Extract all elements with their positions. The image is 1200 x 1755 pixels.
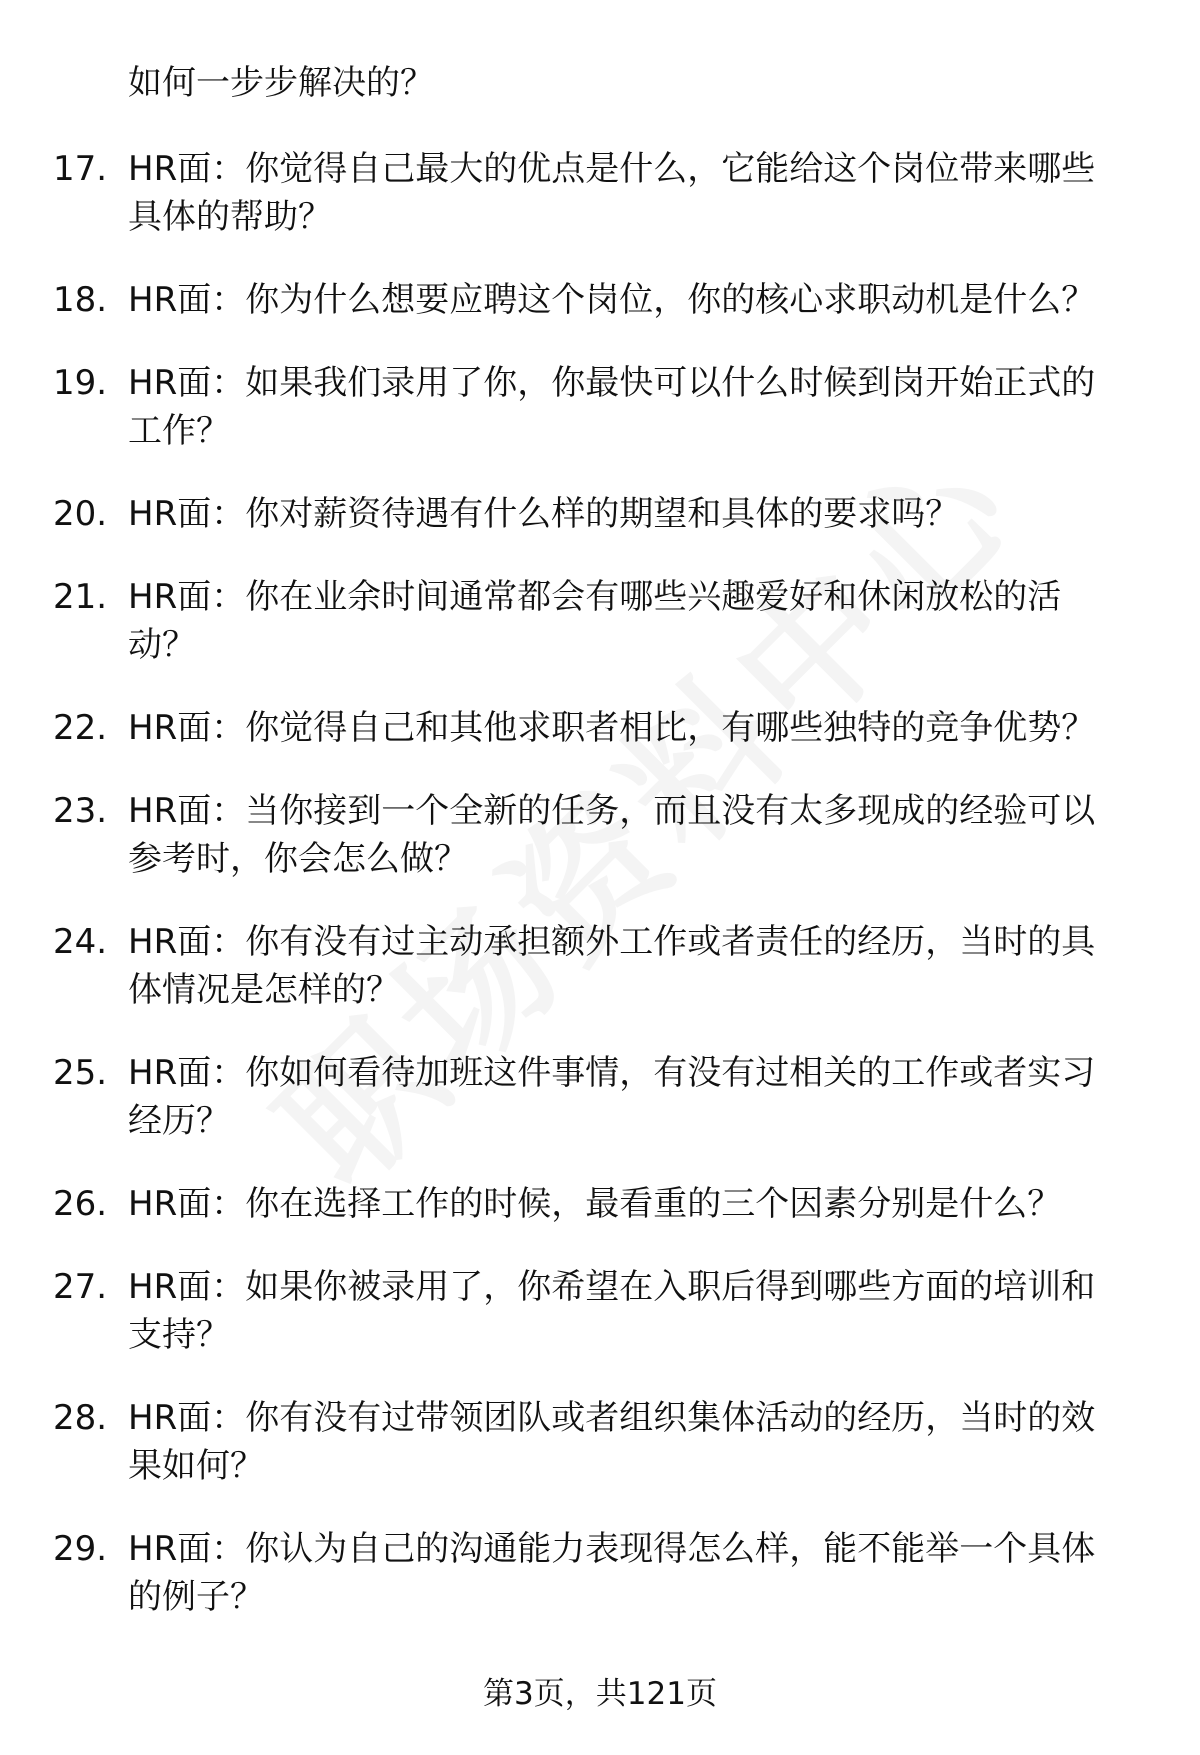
- item-text-line: 动？: [128, 625, 196, 665]
- list-item: [0, 704, 1200, 752]
- list-item: [0, 1180, 1200, 1228]
- list-item: [0, 490, 1200, 538]
- item-text-line: HR面：如果你被录用了，你希望在入职后得到哪些方面的培训和: [128, 1267, 1096, 1307]
- list-item: [0, 359, 1200, 455]
- item-text-line: 具体的帮助？: [128, 197, 332, 237]
- item-text: [128, 1525, 1200, 1621]
- item-number: 28.: [53, 1398, 108, 1438]
- item-text: [128, 145, 1200, 241]
- item-text-line: 经历？: [128, 1101, 230, 1141]
- item-text-line: HR面：你为什么想要应聘这个岗位，你的核心求职动机是什么？: [128, 280, 1096, 320]
- item-number: 26.: [53, 1184, 108, 1224]
- item-text-line: HR面：当你接到一个全新的任务，而且没有太多现成的经验可以: [128, 791, 1096, 831]
- item-text-line: HR面：你有没有过主动承担额外工作或者责任的经历，当时的具: [128, 922, 1096, 962]
- item-text-line: HR面：如果我们录用了你，你最快可以什么时候到岗开始正式的: [128, 363, 1096, 403]
- list-item: [0, 276, 1200, 324]
- item-text: [128, 787, 1200, 883]
- item-text: [128, 704, 1200, 752]
- item-text-line: HR面：你有没有过带领团队或者组织集体活动的经历，当时的效: [128, 1398, 1096, 1438]
- list-item: [0, 573, 1200, 669]
- item-text: [128, 918, 1200, 1014]
- item-text-line: HR面：你在业余时间通常都会有哪些兴趣爱好和休闲放松的活: [128, 577, 1062, 617]
- item-text: [128, 1049, 1200, 1145]
- item-number: 17.: [53, 149, 108, 189]
- item-number: 24.: [53, 922, 108, 962]
- item-text-line: HR面：你觉得自己和其他求职者相比，有哪些独特的竞争优势？: [128, 708, 1096, 748]
- item-text: [128, 490, 1200, 538]
- item-number: 18.: [53, 280, 108, 320]
- item-text-line: 工作？: [128, 411, 230, 451]
- item-text: [128, 1263, 1200, 1359]
- item-text: [128, 359, 1200, 455]
- page-footer: 第3页，共121页: [483, 1676, 717, 1712]
- item-text-line: 果如何？: [128, 1446, 264, 1486]
- item-text-line: 体情况是怎样的？: [128, 970, 400, 1010]
- list-item: [0, 787, 1200, 883]
- item-text: [128, 1394, 1200, 1490]
- continuation-line: 如何一步步解决的？: [128, 63, 434, 103]
- item-number: 27.: [53, 1267, 108, 1307]
- item-text-line: 参考时，你会怎么做？: [128, 839, 468, 879]
- item-text: [128, 573, 1200, 669]
- item-text-line: HR面：你认为自己的沟通能力表现得怎么样，能不能举一个具体: [128, 1529, 1096, 1569]
- item-text-line: HR面：你如何看待加班这件事情，有没有过相关的工作或者实习: [128, 1053, 1096, 1093]
- item-number: 19.: [53, 363, 108, 403]
- list-item: [0, 145, 1200, 241]
- item-number: 25.: [53, 1053, 108, 1093]
- item-text-line: HR面：你在选择工作的时候，最看重的三个因素分别是什么？: [128, 1184, 1062, 1224]
- item-number: 21.: [53, 577, 108, 617]
- item-number: 23.: [53, 791, 108, 831]
- list-item: [0, 1525, 1200, 1621]
- list-item: [0, 918, 1200, 1014]
- item-text-line: 支持？: [128, 1315, 230, 1355]
- item-text: [128, 276, 1200, 324]
- item-text: [128, 1180, 1200, 1228]
- list-item: [0, 1263, 1200, 1359]
- item-number: 29.: [53, 1529, 108, 1569]
- item-number: 22.: [53, 708, 108, 748]
- question-list: [0, 145, 1200, 1656]
- item-text-line: HR面：你觉得自己最大的优点是什么，它能给这个岗位带来哪些: [128, 149, 1096, 189]
- item-text-line: 的例子？: [128, 1577, 264, 1617]
- list-item: [0, 1394, 1200, 1490]
- list-item: [0, 1049, 1200, 1145]
- item-text-line: HR面：你对薪资待遇有什么样的期望和具体的要求吗？: [128, 494, 960, 534]
- item-number: 20.: [53, 494, 108, 534]
